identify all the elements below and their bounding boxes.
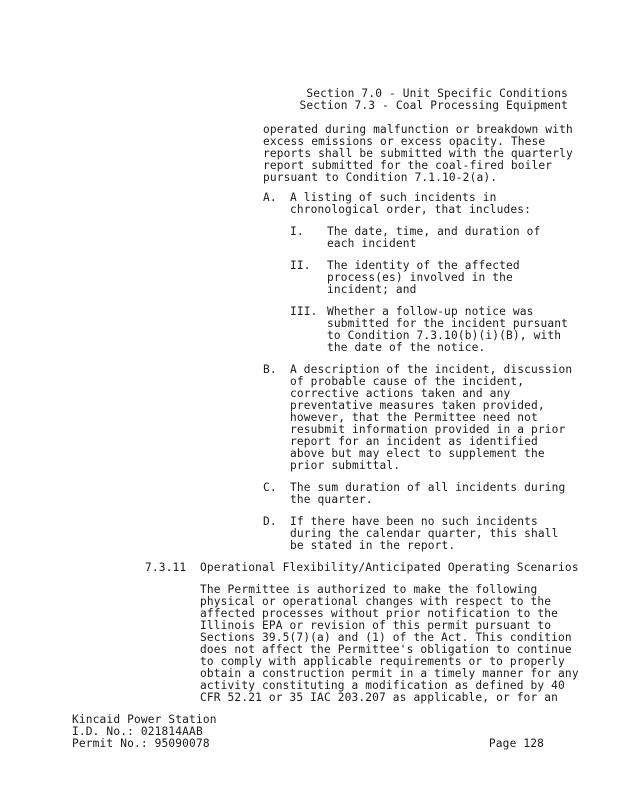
text-line: The identity of the affected xyxy=(327,259,520,272)
text-line: The sum duration of all incidents during xyxy=(290,481,566,494)
list-label: C. xyxy=(263,481,277,494)
text-line: to comply with applicable requirements or to properly xyxy=(200,655,565,668)
text-line: preventative measures taken provided, xyxy=(290,399,545,412)
text-line: prior submittal. xyxy=(290,459,401,472)
text-line: the date of the notice. xyxy=(327,341,486,354)
text-line: resubmit information provided in a prior xyxy=(290,423,566,436)
text-line: The date, time, and duration of xyxy=(327,225,541,238)
list-label: II. xyxy=(290,259,311,272)
section-heading: Operational Flexibility/Anticipated Operating Scenarios xyxy=(200,561,579,574)
text-line: submitted for the incident pursuant xyxy=(327,317,568,330)
text-line: to Condition 7.3.10(b)(i)(B), with xyxy=(327,329,562,342)
list-label: D. xyxy=(263,515,277,528)
text-line: The Permittee is authorized to make the following xyxy=(200,583,538,596)
text-line: Sections 39.5(7)(a) and (1) of the Act. This condition xyxy=(200,631,572,644)
text-line: during the calendar quarter, this shall xyxy=(290,527,559,540)
section-number: 7.3.11 xyxy=(145,561,187,574)
text-line: Illinois EPA or revision of this permit pursuant to xyxy=(200,619,552,632)
list-label: B. xyxy=(263,363,277,376)
footer-id-number: I.D. No.: 021814AAB xyxy=(72,725,203,738)
text-line: be stated in the report. xyxy=(290,539,456,552)
text-line: report submitted for the coal-fired boiler xyxy=(263,159,553,172)
text-line: each incident xyxy=(327,237,417,250)
text-line: excess emissions or excess opacity. These xyxy=(263,135,546,148)
text-line: does not affect the Permittee's obligation to continue xyxy=(200,643,572,656)
text-line: affected processes without prior notification to the xyxy=(200,607,559,620)
list-label: I. xyxy=(290,225,304,238)
text-line: physical or operational changes with respect to the xyxy=(200,595,552,608)
text-line: A listing of such incidents in xyxy=(290,191,497,204)
text-line: process(es) involved in the xyxy=(327,271,513,284)
text-line: chronological order, that includes: xyxy=(290,203,531,216)
text-line: activity constituting a modification as defined by 40 xyxy=(200,679,565,692)
text-line: incident; and xyxy=(327,283,417,296)
text-line: pursuant to Condition 7.1.10-2(a). xyxy=(263,171,498,184)
text-line: corrective actions taken and any xyxy=(290,387,511,400)
text-line: obtain a construction permit in a timely manner for any xyxy=(200,667,579,680)
footer-permit-number: Permit No.: 95090078 xyxy=(72,737,210,750)
footer-facility-name: Kincaid Power Station xyxy=(72,713,217,726)
header-subsection-title: Section 7.3 - Coal Processing Equipment xyxy=(299,99,568,112)
text-line: of probable cause of the incident, xyxy=(290,375,525,388)
text-line: Whether a follow-up notice was xyxy=(327,305,534,318)
text-line: CFR 52.21 or 35 IAC 203.207 as applicable, or for an xyxy=(200,691,559,704)
header-section-title: Section 7.0 - Unit Specific Conditions xyxy=(306,87,568,100)
text-line: A description of the incident, discussion xyxy=(290,363,573,376)
text-line: If there have been no such incidents xyxy=(290,515,538,528)
text-line: above but may elect to supplement the xyxy=(290,447,545,460)
list-label: III. xyxy=(290,305,318,318)
text-line: operated during malfunction or breakdown with xyxy=(263,123,573,136)
text-line: however, that the Permittee need not xyxy=(290,411,538,424)
list-label: A. xyxy=(263,191,277,204)
footer-page-number: Page 128 xyxy=(488,737,544,750)
text-line: reports shall be submitted with the quarterly xyxy=(263,147,573,160)
text-line: the quarter. xyxy=(290,493,373,506)
text-line: report for an incident as identified xyxy=(290,435,538,448)
